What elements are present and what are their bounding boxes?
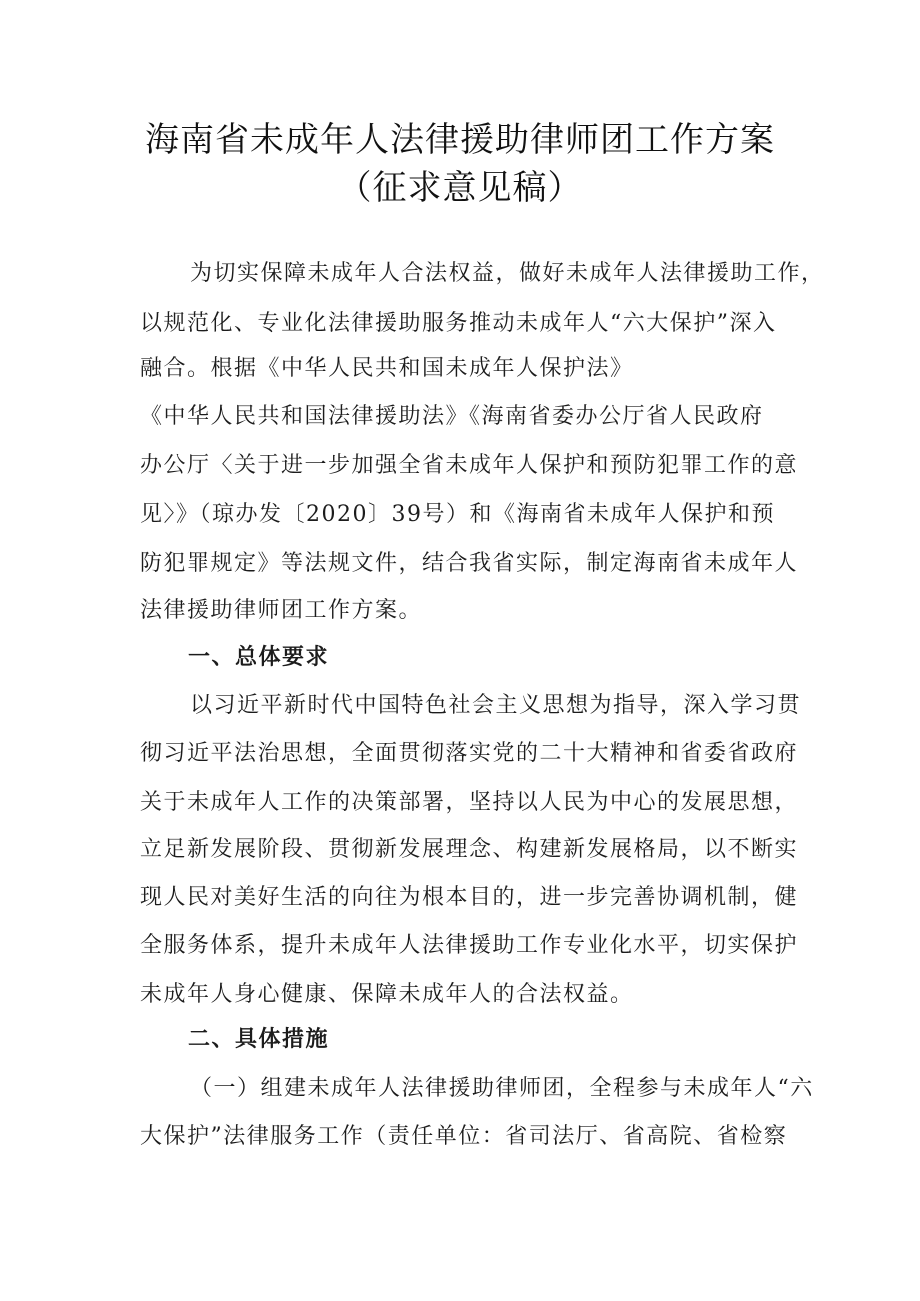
section-line: 彻习近平法治思想，全面贯彻落实党的二十大精神和省委省政府	[140, 741, 799, 766]
section-heading: 一、总体要求	[188, 645, 330, 670]
intro-line: 以规范化、专业化法律援助服务推动未成年人“六大保护”深入	[140, 311, 777, 336]
intro-line: 《中华人民共和国法律援助法》《海南省委办公厅省人民政府	[140, 404, 764, 429]
section-line: （一）组建未成年人法律援助律师团，全程参与未成年人“六	[190, 1076, 814, 1101]
section-line: 未成年人身心健康、保障未成年人的合法权益。	[140, 982, 634, 1007]
section-line: 关于未成年人工作的决策部署，坚持以人民为中心的发展思想，	[140, 790, 799, 815]
intro-line: 见〉》（琼办发〔2020〕39号）和《海南省未成年人保护和预	[140, 502, 775, 527]
intro-line: 为切实保障未成年人合法权益，做好未成年人法律援助工作，	[190, 261, 825, 286]
intro-line: 法律援助律师团工作方案。	[140, 598, 423, 623]
section-line: 大保护”法律服务工作（责任单位：省司法厅、省高院、省检察	[140, 1124, 788, 1149]
section-line: 现人民对美好生活的向往为根本目的，进一步完善协调机制，健	[140, 885, 799, 910]
document-title: 海南省未成年人法律援助律师团工作方案	[145, 120, 775, 160]
section-line: 立足新发展阶段、贯彻新发展理念、构建新发展格局，以不断实	[140, 837, 799, 862]
document-subtitle: （征求意见稿）	[337, 168, 583, 208]
intro-line: 防犯罪规定》等法规文件，结合我省实际，制定海南省未成年人	[140, 551, 799, 576]
section-line: 以习近平新时代中国特色社会主义思想为指导，深入学习贯	[190, 693, 802, 718]
section-heading: 二、具体措施	[188, 1027, 330, 1052]
section-line: 全服务体系，提升未成年人法律援助工作专业化水平，切实保护	[140, 933, 799, 958]
intro-line: 融合。根据《中华人民共和国未成年人保护法》	[140, 356, 634, 381]
intro-line: 办公厅〈关于进一步加强全省未成年人保护和预防犯罪工作的意	[140, 453, 799, 478]
